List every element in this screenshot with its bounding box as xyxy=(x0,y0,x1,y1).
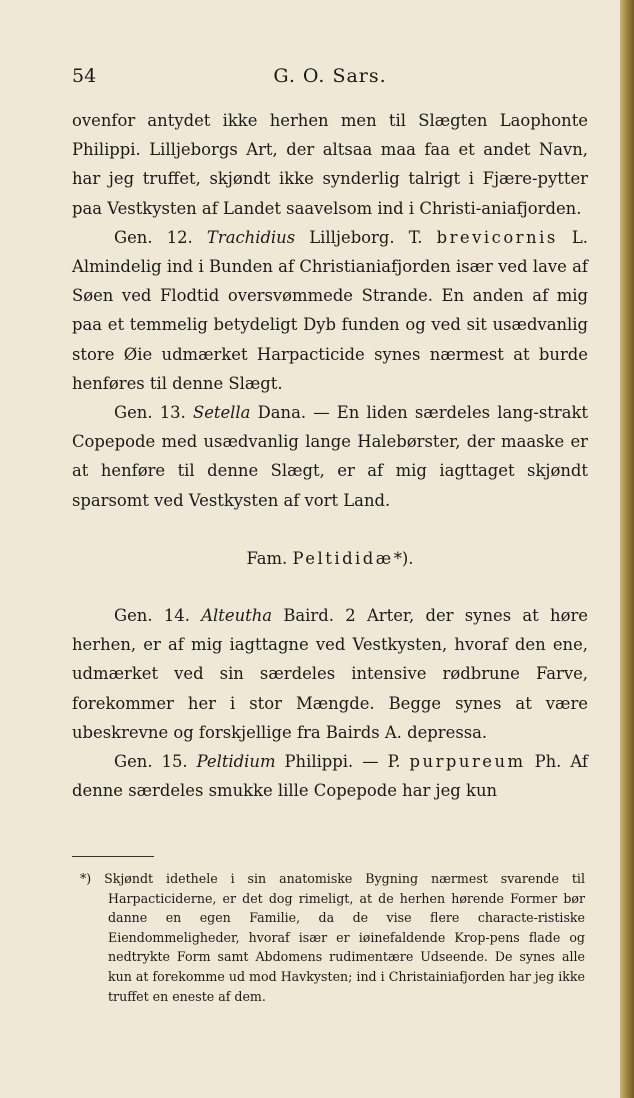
paragraph-gen-14 xyxy=(72,601,588,747)
genus-name: Trachidius xyxy=(206,227,296,247)
genus-name: Peltidium xyxy=(196,752,276,772)
footnote-rule xyxy=(72,856,154,857)
page-edge xyxy=(620,0,634,1098)
genus-number: Gen. 14. xyxy=(114,606,190,626)
paragraph-gen-15 xyxy=(72,747,588,805)
paragraph-gen-12 xyxy=(72,223,588,398)
running-title: G. O. Sars. xyxy=(273,65,387,87)
genus-name: Alteutha xyxy=(201,606,273,626)
family-heading xyxy=(72,515,588,601)
paragraph-1: ovenfor antydet ikke herhen men til Slægten Laophonte Philippi. Lilljeborgs Art, der altsaa maa faa et andet Navn, har jeg truffet, skjøndt ikke synderlig talrigt i Fjære-pytter paa Vestkysten af Landet saavelsom ind i Christi-aniafjorden. xyxy=(72,111,588,218)
paragraph-text: L. Almindelig ind i Bunden af Christianiafjorden især ved lave af Søen ved Flodtid oversvømmede Strande. En anden af mig paa et temmelig betydeligt Dyb funden og ved sit usædvanlig store Øie udmærket Harpacticide synes nærmest at burde henføres til denne Slægt. xyxy=(72,227,588,393)
genus-number: Gen. 13. xyxy=(114,403,186,423)
species-name: brevicornis xyxy=(436,227,558,247)
genus-number: Gen. 12. xyxy=(114,227,193,247)
footnote-marker: *) xyxy=(80,871,92,886)
paragraph-gen-13 xyxy=(72,398,588,515)
footnote xyxy=(80,869,585,1006)
heading-suffix: *). xyxy=(393,548,414,568)
author: Philippi. — P. xyxy=(284,752,401,772)
paragraph-text: Ph. Af denne særdeles smukke lille Copepode har jeg kun xyxy=(72,752,588,801)
page-header xyxy=(72,62,588,90)
page-number: 54 xyxy=(72,65,97,87)
footnote-text: Skjøndt idethele i sin anatomiske Bygning nærmest svarende til Harpacticiderne, er det dog rimeligt, at de herhen hørende Former bør danne en egen Familie, da de vise flere characte-ristiske Eiendommeligheder, hvoraf især er iøinefaldende Krop-pens flade og nedtrykte Form samt Abdomens rudimentære Udseende. De synes alle kun at forekomme ud mod Havkysten; ind i Christainiafjorden har jeg ikke truffet en eneste af dem. xyxy=(104,871,585,1004)
author: Lilljeborg. T. xyxy=(309,227,423,247)
footnote-body xyxy=(80,869,585,1006)
genus-name: Setella xyxy=(192,403,251,423)
species-name: purpureum xyxy=(409,752,526,772)
main-text xyxy=(72,106,588,805)
paragraph-text: Dana. — En liden særdeles lang-strakt Copepode med usædvanlig lange Halebørster, der maaske er at henføre til denne Slægt, er af mig iagttaget skjøndt sparsomt ved Vestkysten af vort Land. xyxy=(72,403,588,510)
genus-number: Gen. 15. xyxy=(114,752,188,772)
paragraph-text: Baird. 2 Arter, der synes at høre herhen, er af mig iagttagne ved Vestkysten, hvoraf den ene, udmærket ved sin særdeles intensive rødbrune Farve, forekommer her i stor Mængde. Begge synes at være ubeskrevne og forskjellige fra Bairds A. depressa. xyxy=(72,606,588,742)
family-name: Peltididæ xyxy=(292,548,394,568)
heading-prefix: Fam. xyxy=(246,548,288,568)
